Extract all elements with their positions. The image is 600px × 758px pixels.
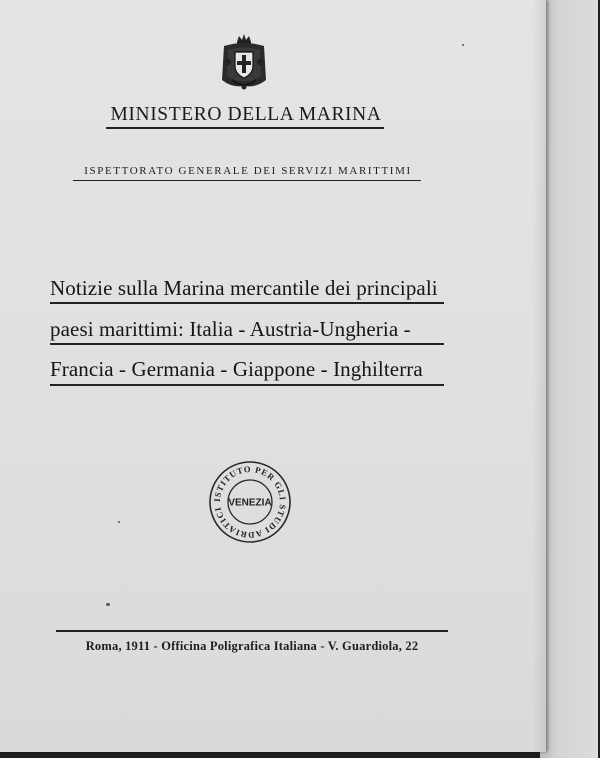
- title-underline-1: [50, 302, 444, 304]
- scan-speck: [106, 603, 110, 606]
- ministry-underline: [106, 127, 384, 129]
- imprint-footer: Roma, 1911 - Officina Poligrafica Italiana - V. Guardiola, 22: [85, 639, 419, 653]
- title-line-1: Notizie sulla Marina mercantile dei principali: [50, 276, 438, 300]
- title-underline-2: [50, 343, 444, 345]
- royal-coat-of-arms-emblem: [218, 32, 270, 92]
- stamp-center-text: VENEZIA: [228, 497, 272, 509]
- stamp-ring-text: ISTITUTO PER GLI STUDI ADRIATICI: [211, 463, 289, 541]
- inspectorate-underline: [73, 180, 421, 181]
- scan-speck: [118, 521, 120, 523]
- title-line-2: paesi marittimi: Italia - Austria-Ungheria -: [50, 317, 411, 341]
- title-underline-3: [50, 384, 444, 386]
- library-ownership-stamp: [208, 460, 292, 544]
- inspectorate-heading: ISPETTORATO GENERALE DEI SERVIZI MARITTIMI: [84, 165, 412, 177]
- title-line-3: Francia - Germania - Giappone - Inghilterra: [50, 357, 423, 381]
- next-page-edge: [540, 0, 598, 758]
- footer-top-rule: [56, 630, 448, 632]
- ministry-heading: MINISTERO DELLA MARINA: [110, 104, 382, 125]
- scan-speck: [462, 44, 464, 46]
